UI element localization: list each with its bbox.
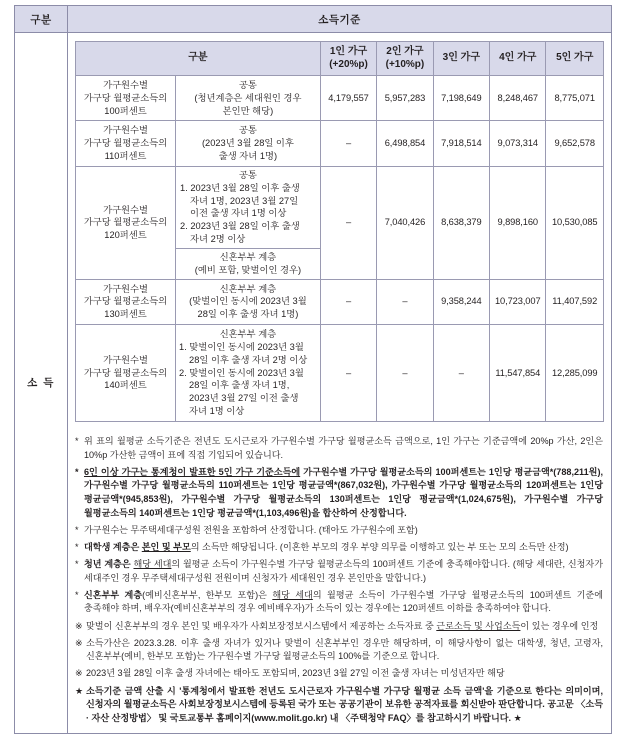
cell-100-5person: 8,775,071 (546, 76, 604, 121)
table-row (76, 279, 604, 324)
footnote-text: 소득가산은 2023.3.28. 이후 출생 자녀가 있거나 맞벌이 신혼부부인 경우만 해당하며, 이 해당사항이 없는 대학생, 청년, 고령자, 신혼부부(예비, 한부모 포함)는 가구원수별 가구당 월평균소득의 100%를 기준으로 합니다. (86, 637, 603, 662)
footnote-10 (75, 685, 603, 726)
condition-item-list (178, 341, 318, 418)
col-header-3person: 3인 가구 (433, 42, 489, 76)
cell-140-3person: – (433, 325, 489, 422)
cell-100-3person: 7,198,649 (433, 76, 489, 121)
table-row (76, 76, 604, 121)
condition-item: 2. 맞벌이인 동시에 2023년 3월 28일 이후 출생 자녀 1명, 2023년 3월 27일 이전 출생 자녀 1명 이상 (179, 367, 304, 417)
condition-part-common (176, 167, 320, 248)
footnote-marker: * (75, 589, 79, 600)
header-cell-income-criteria: 소득기준 (68, 6, 612, 33)
footnote-marker: ※ (75, 620, 83, 631)
row-label-line1: 가구원수별 (103, 125, 148, 136)
row-label-110 (76, 121, 176, 166)
row-label-140 (76, 325, 176, 422)
cell-100-1person: 4,179,557 (320, 76, 376, 121)
condition-title: 신혼부부 계층 (219, 329, 277, 340)
footnote-joiner: 은 (130, 541, 142, 552)
condition-line: (예비 포함, 맞벌이인 경우) (194, 264, 302, 275)
col-header-2person-label: 2인 가구 (386, 46, 424, 57)
cell-110-4person: 9,073,314 (490, 121, 546, 166)
outer-frame-table (14, 5, 612, 734)
condition-line: 출생 자녀 1명) (218, 151, 278, 162)
cell-120-1person: – (320, 166, 376, 279)
footnote-underlined: 해당 세대 (133, 559, 172, 569)
cell-120-4person: 9,898,160 (490, 166, 546, 279)
cell-120-5person: 10,530,085 (546, 166, 604, 279)
footnote-7 (75, 620, 603, 634)
footnote-lead: 대학생 계층 (84, 541, 131, 552)
row-label-line1: 가구원수별 (103, 283, 148, 294)
category-label-income: 소 득 (15, 33, 68, 734)
footnote-marker: * (75, 466, 79, 477)
cell-130-1person: – (320, 279, 376, 324)
cell-120-3person: 8,638,379 (433, 166, 489, 279)
row-label-line1: 가구원수별 (103, 80, 148, 90)
footnote-text: 소득기준 금액 산출 시 '통계청에서 발표한 전년도 도시근로자 가구원수별 가구당 월평균 소득 금액'을 기준으로 한다는 의미이며, 신청자의 월평균소득은 사회보장정보시스템에 등록된 국가 또는 공공기관이 보유한 공적자료를 회신받아 판단합니다. 공고문 〈소득 · 자산 산정방법〉 및 국토교통부 홈페이지(www.molit.go.kr) 내 〈주택청약 FAQ〉를 참고하시기 바랍니다. ★ (86, 685, 603, 723)
row-label-120 (76, 166, 176, 279)
cell-140-4person: 11,547,854 (490, 325, 546, 422)
row-label-line2: 가구당 월평균소득의 (83, 138, 168, 149)
footnote-marker: * (75, 559, 79, 569)
data-table-header-row (76, 42, 604, 76)
footnote-9 (75, 667, 603, 681)
row-label-line3: 130퍼센트 (104, 309, 147, 320)
condition-item: 2. 2023년 3월 28일 이후 출생 자녀 2명 이상 (180, 221, 300, 245)
condition-line: (청년계층은 세대원인 경우 (194, 92, 302, 103)
condition-line: 28일 이후 출생 자녀 1명) (197, 309, 299, 320)
footnote-underlined: 근로소득 및 사업소득 (436, 620, 521, 631)
condition-part-newlywed (176, 248, 320, 278)
footnote-text: 맞벌이 신혼부부의 경우 본인 및 배우자가 사회보장정보시스템에서 제공하는 소득자료 중 근로소득 및 사업소득이 있는 경우에 인정 (86, 620, 599, 631)
footnote-text: 가구원수는 무주택세대구성원 전원을 포함하여 산정합니다. (태아도 가구원수에 포함) (84, 524, 418, 535)
row-condition-120 (176, 166, 321, 279)
row-label-line3: 100퍼센트 (104, 105, 147, 116)
col-header-1person-label: 1인 가구 (329, 46, 368, 57)
cell-110-1person: – (320, 121, 376, 166)
condition-title: 신혼부부 계층 (219, 283, 277, 294)
row-label-100 (76, 76, 176, 121)
col-header-1person-sub: (+20%p) (329, 58, 368, 70)
income-content-cell (68, 33, 612, 734)
footnote-text: 가구원수별 가구당 월평균소득의 100퍼센트는 1인당 평균금액*(788,211원), 가구원수별 가구당 월평균소득의 110퍼센트는 1인당 평균금액*(867,032원), 가구원수별 가구당 월평균소득의 120퍼센트는 1인당 평균금액*(945,853원), 가구원수별 가구당 월평균소득의 130퍼센트는 1인당 평균금액*(1,024,675원), 가구원수별 가구당 월평균소득의 140퍼센트는 1인당 평균금액*(1,103,496원)을 합산하여 산정합니다. (84, 466, 603, 518)
footnote-underlined: 본인 및 부모 (141, 541, 191, 552)
cell-130-3person: 9,358,244 (433, 279, 489, 324)
table-row (76, 325, 604, 422)
footnote-3 (75, 524, 603, 538)
footnote-joiner: (예비신혼부부, 한부모 포함)은 (142, 589, 273, 600)
income-data-table (75, 41, 604, 422)
data-table-wrapper (68, 33, 611, 428)
cell-130-5person: 11,407,592 (546, 279, 604, 324)
table-row (76, 121, 604, 166)
cell-100-4person: 8,248,467 (490, 76, 546, 121)
condition-common-cell (176, 167, 320, 248)
condition-item-list (179, 182, 317, 246)
cell-120-2person: 7,040,426 (377, 166, 433, 279)
cell-140-1person: – (320, 325, 376, 422)
footnote-underlined-head: 6인 이상 가구는 통계청이 발표한 5인 가구 기준소득에 (84, 466, 301, 477)
row-label-line1: 가구원수별 (103, 204, 148, 215)
condition-line: (맞벌이인 동시에 2023년 3월 (189, 296, 307, 307)
row-label-line3: 110퍼센트 (104, 151, 147, 162)
row-condition-130 (176, 279, 321, 324)
col-header-4person: 4인 가구 (490, 42, 546, 76)
footnote-marker: * (75, 541, 79, 552)
footnote-marker: * (75, 435, 79, 446)
table-row (76, 166, 604, 279)
condition-line: 본인만 해당) (222, 105, 274, 116)
cell-130-2person: – (377, 279, 433, 324)
outer-body-row (15, 33, 612, 734)
footnote-marker: ★ (75, 685, 84, 696)
footnote-text: 2023년 3월 28일 이후 출생 자녀에는 태아도 포함되며, 2023년 3월 27일 이전 출생 자녀는 미성년자만 해당 (86, 668, 505, 679)
row-label-line3: 140퍼센트 (104, 380, 147, 391)
cell-140-5person: 12,285,099 (546, 325, 604, 422)
row-condition-100 (176, 76, 321, 121)
footnote-marker: * (75, 524, 79, 535)
col-header-5person: 5인 가구 (546, 42, 604, 76)
footnote-5 (75, 558, 603, 585)
footnote-6 (75, 589, 603, 616)
cell-130-4person: 10,723,007 (490, 279, 546, 324)
outer-header-row (15, 6, 612, 33)
condition-title: 신혼부부 계층 (219, 251, 277, 262)
cell-110-5person: 9,652,578 (546, 121, 604, 166)
footnote-text: 의 소득만 해당됩니다. (이혼한 부모의 경우 부양 의무를 이행하고 있는 부 또는 모의 소득만 산정) (190, 541, 569, 552)
row-label-line2: 가구당 월평균소득의 (83, 217, 168, 228)
row-label-line2: 가구당 월평균소득의 (83, 367, 168, 378)
condition-newlywed-cell (176, 248, 320, 278)
condition-title: 공통 (238, 125, 257, 136)
row-label-line2: 가구당 월평균소득의 (83, 296, 168, 307)
cell-110-3person: 7,918,514 (433, 121, 489, 166)
footnote-4 (75, 541, 603, 555)
cell-140-2person: – (377, 325, 433, 422)
col-header-2person-sub: (+10%p) (385, 58, 425, 70)
condition-item: 1. 2023년 3월 28일 이후 출생 자녀 1명, 2023년 3월 27일 이전 출생 자녀 1명 이상 (180, 182, 300, 219)
footnote-text: 의 월평균 소득이 가구원수별 가구당 월평균소득의 100퍼센트 기준에 충족해야 하며, 배우자(예비신혼부부의 경우 예비배우자)가 소득이 있는 경우에는 120퍼센트 이하를 충족하여야 합니다. (84, 589, 604, 614)
cell-110-2person: 6,498,854 (377, 121, 433, 166)
row-label-line3: 120퍼센트 (104, 230, 147, 241)
cell-100-2person: 5,957,283 (377, 76, 433, 121)
col-header-2person (377, 42, 433, 76)
condition-title: 공통 (238, 80, 257, 90)
footnote-marker: ※ (75, 668, 83, 679)
row-label-130 (76, 279, 176, 324)
row-label-line2: 가구당 월평균소득의 (83, 92, 168, 103)
condition-split-table (176, 167, 320, 279)
col-header-1person (320, 42, 376, 76)
row-condition-140 (176, 325, 321, 422)
footnote-lead: 청년 계층 (84, 559, 122, 569)
condition-item: 1. 맞벌이인 동시에 2023년 3월 28일 이후 출생 자녀 2명 이상 (179, 341, 308, 365)
condition-line: (2023년 3월 28일 이후 (201, 138, 294, 149)
footnote-2 (75, 466, 603, 521)
footnote-marker: ※ (75, 637, 83, 648)
row-condition-110 (176, 121, 321, 166)
col-header-gubun: 구분 (76, 42, 321, 76)
footnotes-section (68, 428, 611, 733)
footnote-1 (75, 435, 603, 462)
footnote-underlined: 해당 세대 (272, 589, 313, 600)
footnote-text: 위 표의 월평균 소득기준은 전년도 도시근로자 가구원수별 가구당 월평균소득 금액으로, 1인 가구는 기준금액에 20%p 가산, 2인은 10%p 가산한 금액이 표에 직접 기입되어 있습니다. (84, 435, 603, 460)
header-cell-gubun: 구분 (15, 6, 68, 33)
footnote-text: 의 월평균 소득이 가구원수별 가구당 월평균소득의 100퍼센트 기준에 충족해야합니다. (해당 세대란, 신청자가 세대주인 경우 무주택세대구성원 전원이며 신청자가 세대원인 경우 본인만을 말합니다.) (84, 559, 603, 583)
condition-title: 공통 (238, 169, 257, 180)
footnote-8 (75, 637, 603, 664)
row-label-line1: 가구원수별 (103, 354, 148, 365)
footnote-joiner: 은 (121, 559, 134, 569)
footnote-lead: 신혼부부 계층 (84, 589, 143, 600)
